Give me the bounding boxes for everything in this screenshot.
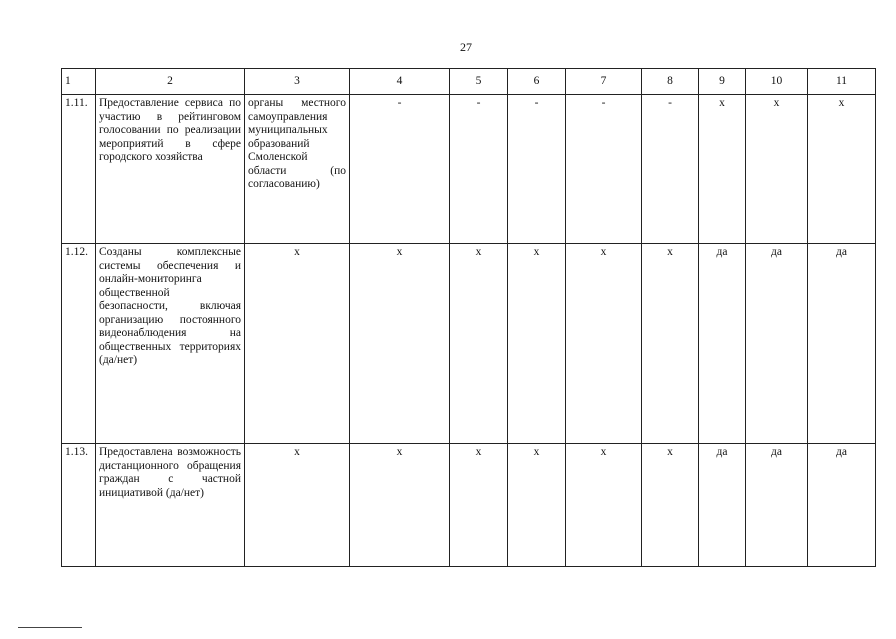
header-cell: 6 <box>508 69 566 95</box>
table-cell: - <box>566 95 642 244</box>
table-cell: х <box>350 444 450 567</box>
table-cell: х <box>508 444 566 567</box>
table-cell: - <box>450 95 508 244</box>
table-cell: х <box>642 444 699 567</box>
table-cell: х <box>746 95 808 244</box>
row-name: Созданы комплексные системы обеспечения и онлайн-мониторинга общественной безопасности, включая организацию постоянного видеонаблюдения на общественных территориях (да/нет) <box>96 244 245 444</box>
header-cell: 3 <box>245 69 350 95</box>
header-cell: 9 <box>699 69 746 95</box>
table-cell: да <box>808 444 876 567</box>
table-header-row <box>62 69 876 95</box>
table-cell: х <box>566 444 642 567</box>
table-row <box>62 444 876 567</box>
header-cell: 7 <box>566 69 642 95</box>
row-number: 1.11. <box>62 95 96 244</box>
table-cell: х <box>808 95 876 244</box>
document-table <box>61 68 876 567</box>
header-cell: 5 <box>450 69 508 95</box>
header-cell: 10 <box>746 69 808 95</box>
table-cell: - <box>508 95 566 244</box>
table-cell: да <box>808 244 876 444</box>
row-name: Предоставление сервиса по участию в рейтинговом голосовании по реализации мероприятий в сфере городского хозяйства <box>96 95 245 244</box>
page-number: 27 <box>460 40 472 54</box>
table-cell: - <box>350 95 450 244</box>
table-cell: х <box>245 244 350 444</box>
table-cell: да <box>699 444 746 567</box>
row-number: 1.13. <box>62 444 96 567</box>
footnote-divider <box>18 627 82 628</box>
table-row <box>62 95 876 244</box>
table-row <box>62 244 876 444</box>
table-cell: х <box>699 95 746 244</box>
header-cell: 4 <box>350 69 450 95</box>
table-cell: х <box>245 444 350 567</box>
table-cell: х <box>508 244 566 444</box>
header-cell: 1 <box>62 69 96 95</box>
table-cell: да <box>746 444 808 567</box>
table-cell: да <box>746 244 808 444</box>
row-name: Предоставлена возможность дистанционного обращения граждан с частной инициативой (да/нет) <box>96 444 245 567</box>
table-cell: - <box>642 95 699 244</box>
table-cell: х <box>450 244 508 444</box>
table-cell: х <box>566 244 642 444</box>
header-cell: 2 <box>96 69 245 95</box>
table-cell: х <box>642 244 699 444</box>
table-cell: х <box>450 444 508 567</box>
table-cell: да <box>699 244 746 444</box>
header-cell: 8 <box>642 69 699 95</box>
table-cell: х <box>350 244 450 444</box>
header-cell: 11 <box>808 69 876 95</box>
row-responsible: органы местного самоуправления муниципальных образований Смоленской области (по согласованию) <box>245 95 350 244</box>
row-number: 1.12. <box>62 244 96 444</box>
